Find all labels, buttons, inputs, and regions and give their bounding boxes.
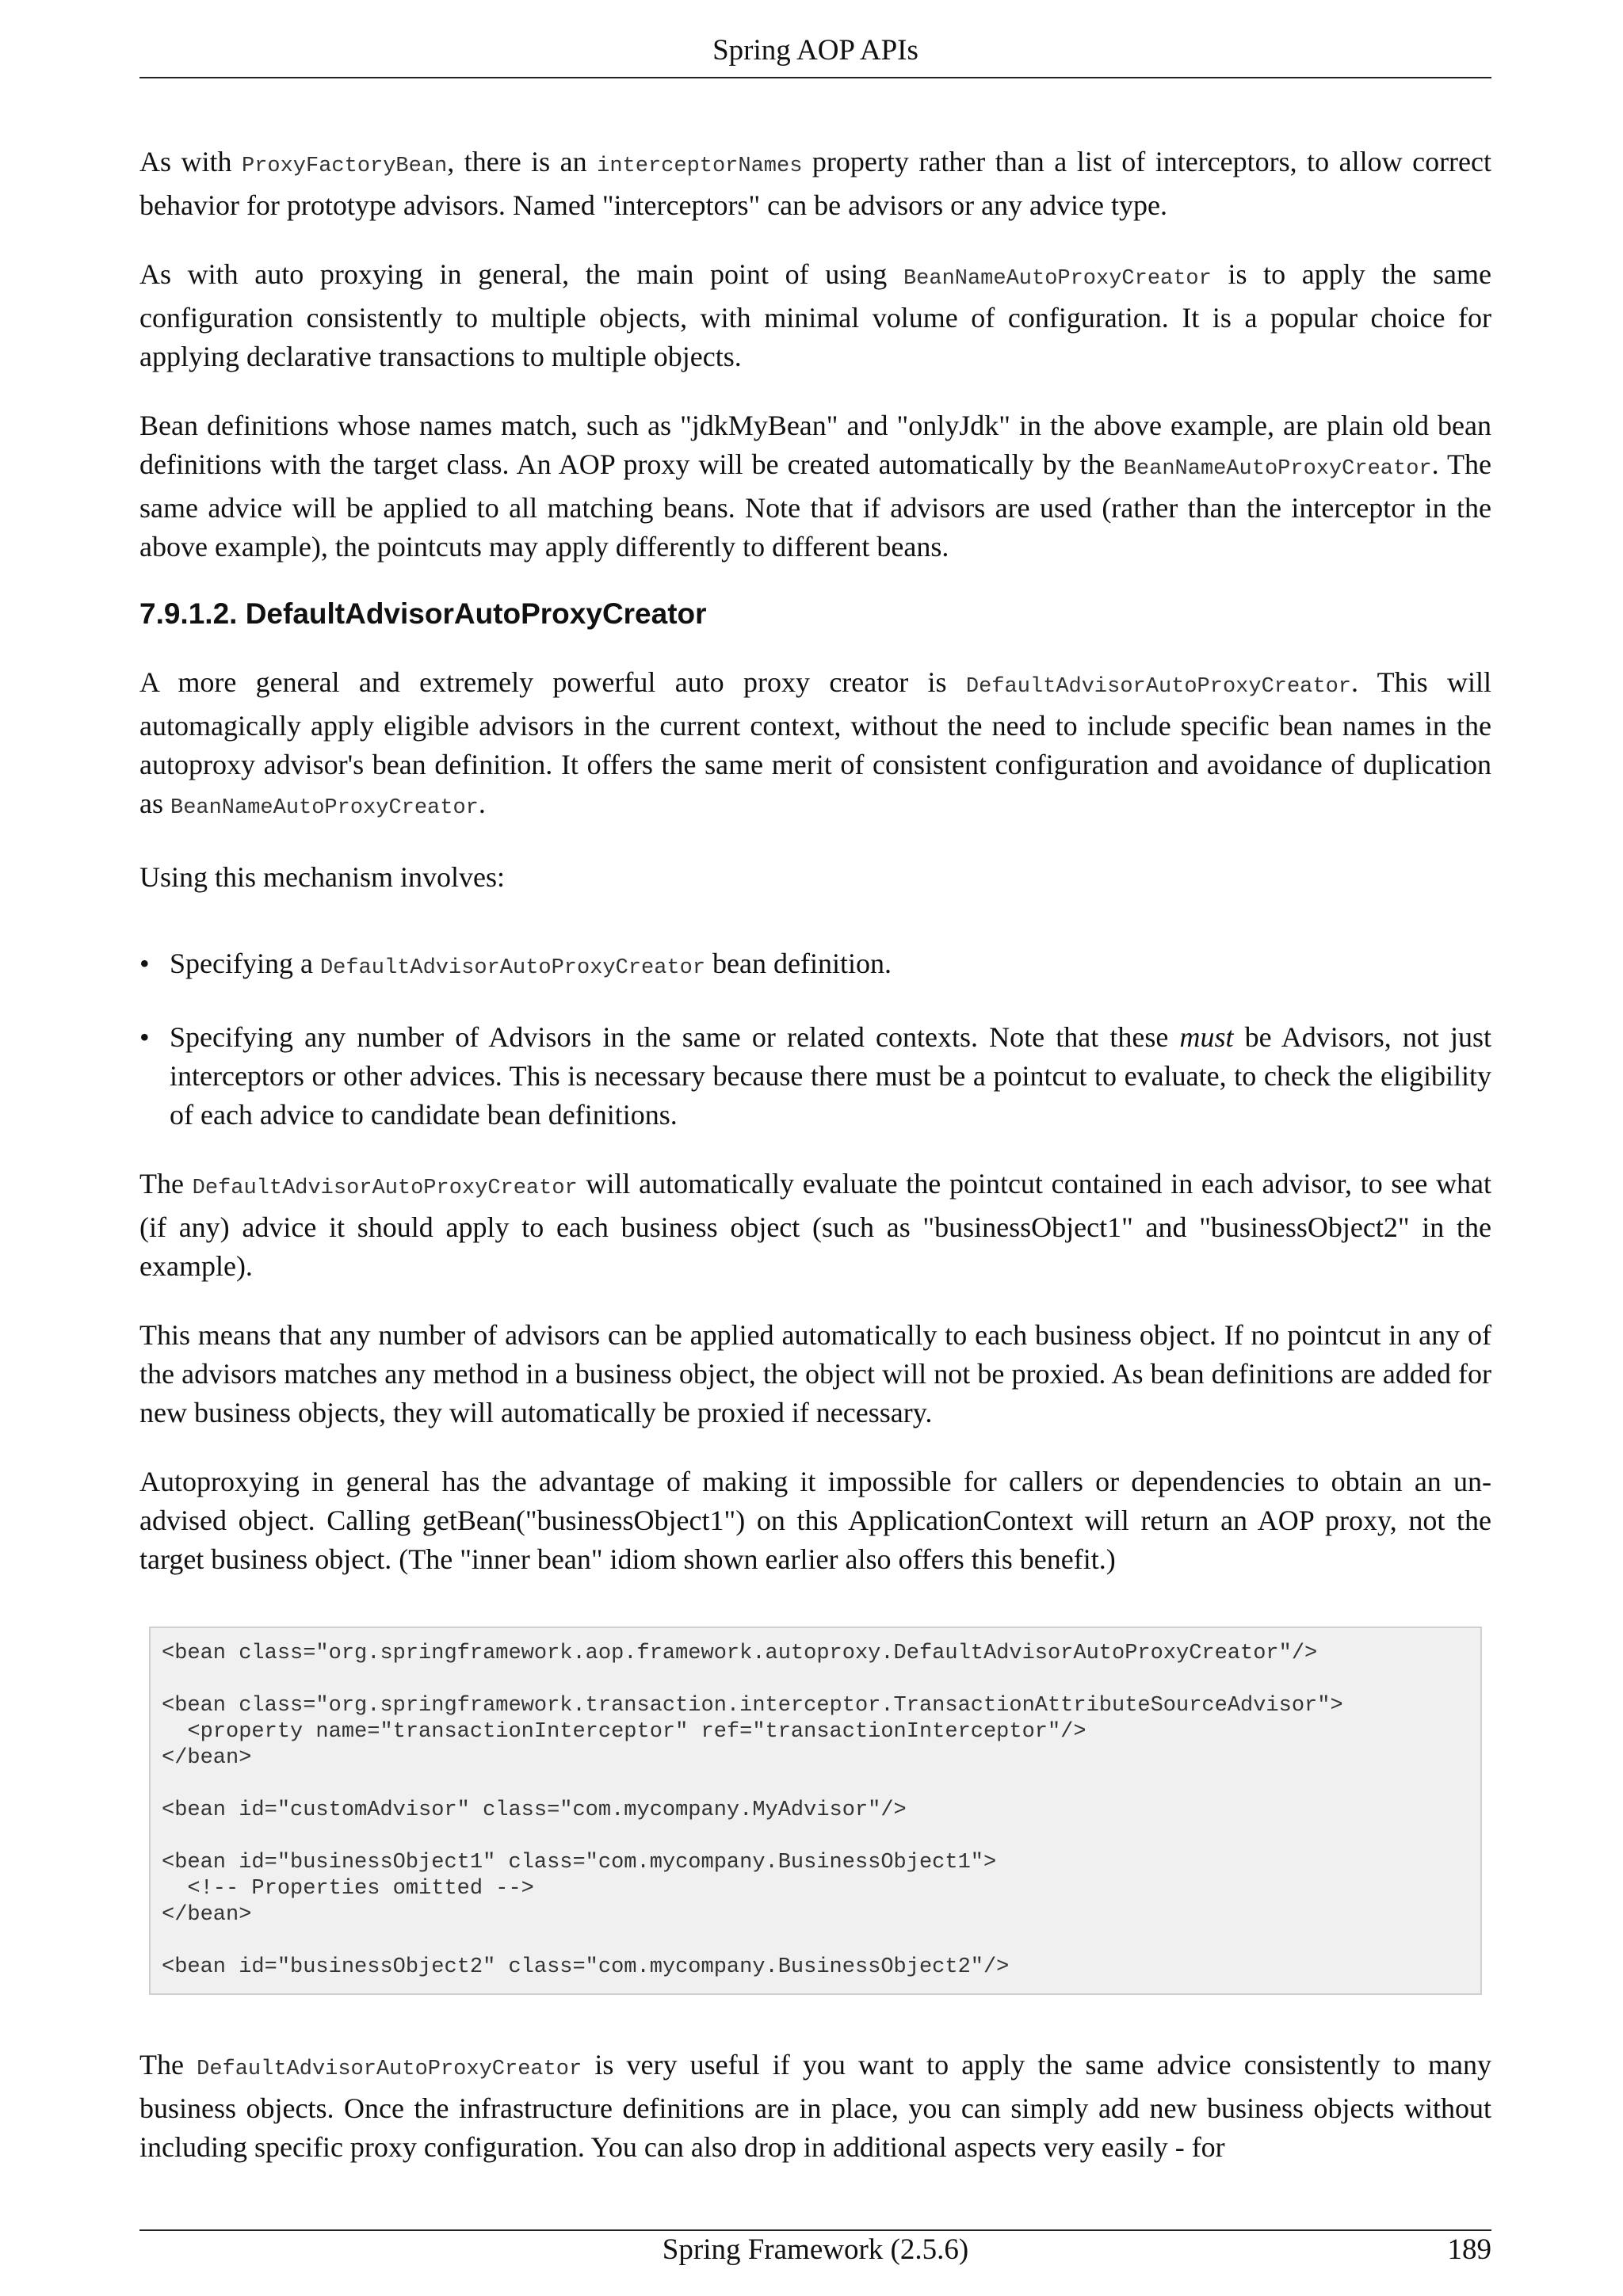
code-listing-text: <bean class="org.springframework.aop.framework.autoproxy.DefaultAdvisorAutoProxyCreator"/> <bean class="org.springframework.transaction.interceptor.TransactionAttributeSourceAdvisor"> <property name="transactionInterceptor" ref="transactionInterceptor"/> </bean> <bean id="customAdvisor" class="com.mycompany.MyAdvisor"/> <bean id="businessObject1" class="com.mycompany.BusinessObject1"> <!-- Properties omitted --> </bean> <bean id="businessObject2" class="com.mycompany.BusinessObject2"/> <box>162 1642 1343 1979</box>
code-interceptornames: interceptorNames <box>597 154 803 178</box>
bullet-icon: • <box>139 948 150 979</box>
page-number: 189 <box>1447 2233 1491 2266</box>
section-heading: 7.9.1.2. DefaultAdvisorAutoProxyCreator <box>139 597 707 630</box>
paragraph-autoproxying-advantage: Autoproxying in general has the advantage of making it impossible for callers or dependencies to obtain an un-advised object. Calling getBean("businessObject1") on this ApplicationContext will return an AOP proxy, not the target business object. (The "inner bean" idiom shown earlier also offers this benefit.) <box>139 1466 1491 1575</box>
code-proxyfactorybean: ProxyFactoryBean <box>242 154 448 178</box>
code-defaultadvisorautoproxycreator: DefaultAdvisorAutoProxyCreator <box>192 1177 578 1200</box>
header-rule <box>139 77 1491 78</box>
code-defaultadvisorautoproxycreator: DefaultAdvisorAutoProxyCreator <box>965 675 1351 699</box>
list-item: • Specifying a DefaultAdvisorAutoProxyCreator bean definition. <box>139 944 1491 988</box>
paragraph-mechanism-intro: Using this mechanism involves: <box>139 861 505 893</box>
code-beannameautoproxycreator: BeanNameAutoProxyCreator <box>170 796 479 820</box>
code-beannameautoproxycreator: BeanNameAutoProxyCreator <box>1123 457 1432 481</box>
paragraph-any-number-advisors: This means that any number of advisors can be applied automatically to each business object. If no pointcut in any of the advisors matches any method in a business object, the object will not be proxied. As bean definitions are added for new business objects, they will automatically be proxied if necessary. <box>139 1319 1491 1428</box>
code-listing <box>149 1627 1482 1995</box>
page-content <box>139 143 1491 2197</box>
paragraph-bean-definitions: Bean definitions whose names match, such as "jdkMyBean" and "onlyJdk" in the above example, are plain old bean definitions with the target class. An AOP proxy will be created automatically by the BeanNameAutoProxyCreator. The same advice will be applied to all matching beans. Note that if advisors are used (rather than the interceptor in the above example), the pointcuts may apply differently to different beans. <box>139 410 1491 563</box>
emphasis-must: must <box>1179 1021 1234 1053</box>
paragraph-interceptor-names: As with ProxyFactoryBean, there is an interceptorNames property rather than a list of interceptors, to allow correct behavior for prototype advisors. Named "interceptors" can be advisors or any advice type. <box>139 146 1491 221</box>
bullet-icon: • <box>139 1021 150 1053</box>
paragraph-general-proxy-creator: A more general and extremely powerful auto proxy creator is DefaultAdvisorAutoProxyCreator. This will automagically apply eligible advisors in the current context, without the need to include specific bean names in the autoproxy advisor's bean definition. It offers the same merit of consistent configuration and avoidance of duplication as BeanNameAutoProxyCreator. <box>139 666 1492 820</box>
list-item: • Specifying any number of Advisors in the same or related contexts. Note that these must be Advisors, not just interceptors or other advices. This is necessary because there must be a pointcut to evaluate, to check the eligibility of each advice to candidate bean definitions. <box>139 1018 1491 1135</box>
running-footer: Spring Framework (2.5.6) <box>662 2233 969 2266</box>
footer-rule <box>139 2229 1491 2231</box>
paragraph-very-useful: The DefaultAdvisorAutoProxyCreator is very useful if you want to apply the same advice consistently to many business objects. Once the infrastructure definitions are in place, you can simply add new business objects without including specific proxy configuration. You can also drop in additional aspects very easily - for <box>139 2049 1492 2163</box>
paragraph-auto-proxying: As with auto proxying in general, the main point of using BeanNameAutoProxyCreator is to apply the same configuration consistently to multiple objects, with minimal volume of configuration. It is a popular choice for applying declarative transactions to multiple objects. <box>139 258 1492 372</box>
paragraph-evaluate-pointcut: The DefaultAdvisorAutoProxyCreator will automatically evaluate the pointcut contained in each advisor, to see what (if any) advice it should apply to each business object (such as "businessObject1" and "businessObject2" in the example). <box>139 1168 1492 1282</box>
code-defaultadvisorautoproxycreator: DefaultAdvisorAutoProxyCreator <box>197 2058 582 2081</box>
mechanism-list <box>139 944 1491 1135</box>
code-beannameautoproxycreator: BeanNameAutoProxyCreator <box>903 267 1212 291</box>
code-defaultadvisorautoproxycreator: DefaultAdvisorAutoProxyCreator <box>319 956 706 980</box>
running-header: Spring AOP APIs <box>712 34 918 67</box>
